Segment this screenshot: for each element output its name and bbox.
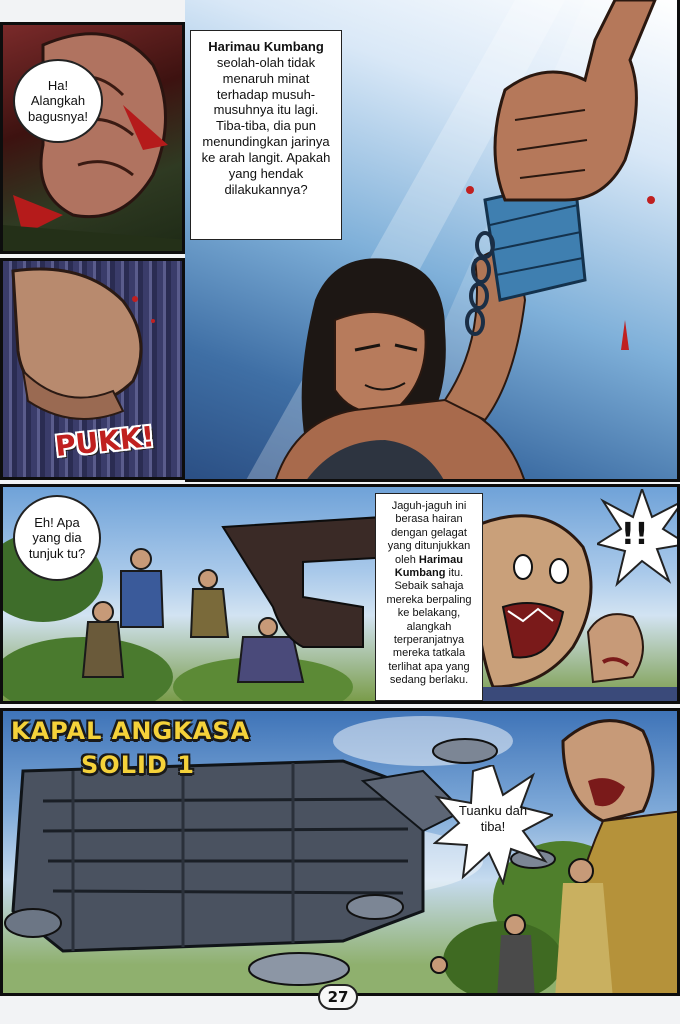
speech-bubble-eh [13, 495, 101, 581]
ship-title-line2: SOLID 1 [81, 751, 195, 779]
page-number: 27 [318, 984, 358, 1010]
caption-name: Harimau Kumbang [394, 553, 463, 580]
ship-title-line1: KAPAL ANGKASA [11, 717, 251, 745]
shout-text: Tuanku dah tiba! [458, 803, 528, 835]
panel-5 [0, 708, 680, 996]
caption-text-post: itu. Sebaik sahaja mereka berpaling ke belakang, alangkah terperanjatnya mereka tatkala terlihat apa yang sedang berlaku. [386, 567, 472, 687]
sfx-pukk: PUKK! [53, 419, 156, 464]
speech-bubble-ha [13, 59, 103, 143]
sfx-exclaim: !! [621, 517, 649, 552]
panel-4 [0, 484, 680, 704]
caption-text: seolah-olah tidak menaruh minat terhadap musuh-musuhnya itu lagi. Tiba-tiba, dia pun menundingkan jarinya ke arah langit. Apakah yang hendak dilakukannya? [201, 54, 331, 197]
caption-name: Harimau Kumbang [208, 39, 324, 54]
speech-text: Eh! Apa yang dia tunjuk tu? [28, 514, 86, 561]
speech-text: Ha! Alangkah bagusnya! [28, 77, 88, 124]
panel-2 [0, 258, 185, 480]
panel-1 [0, 22, 185, 254]
narration-box-middle [375, 493, 483, 701]
caption-text-pre: Jaguh-jaguh ini berasa hairan dengan gelagat yang ditunjukkan oleh [387, 500, 471, 566]
fist-illustration [3, 25, 185, 254]
narration-box-top [190, 30, 342, 240]
panel-3 [185, 0, 680, 482]
warriors-illustration [3, 487, 680, 704]
